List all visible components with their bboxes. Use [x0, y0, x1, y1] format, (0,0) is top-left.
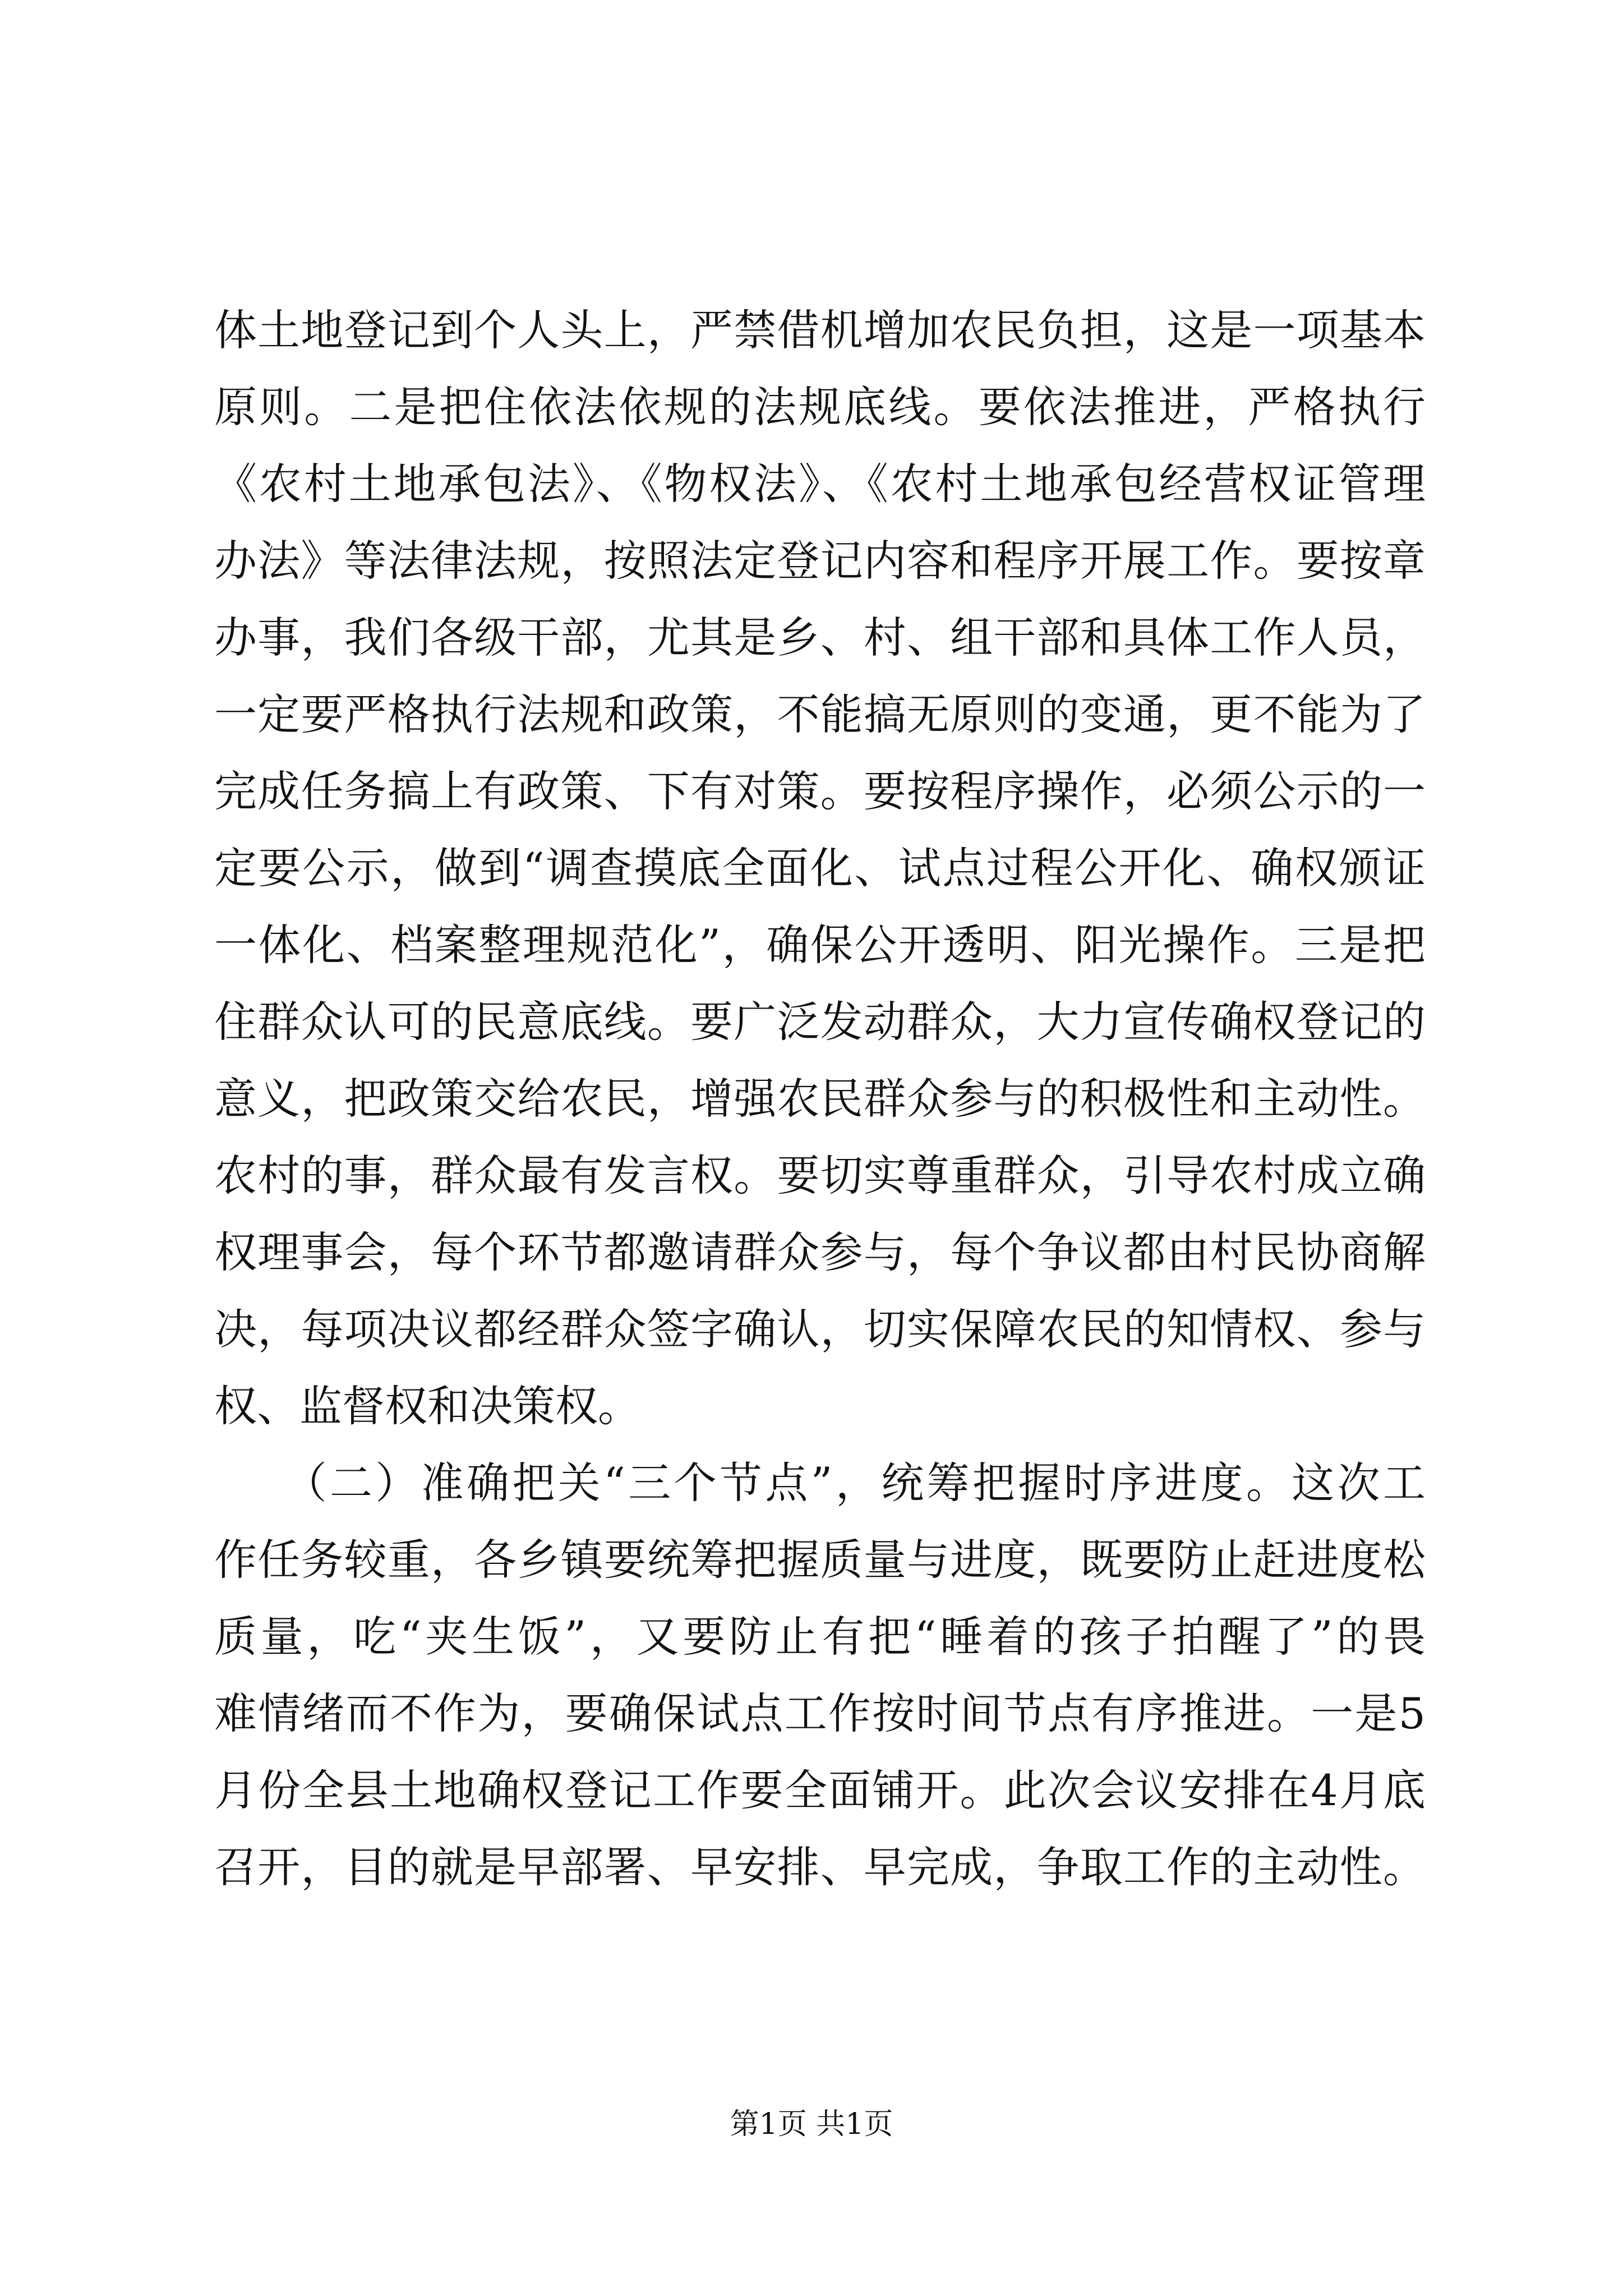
- text-line: 《农村土地承包法》、《物权法》、《农村土地承包经营权证管理: [214, 459, 1426, 509]
- text-line: 作任务较重，各乡镇要统筹把握质量与进度，既要防止赶进度松: [214, 1535, 1426, 1585]
- text-line: 权、监督权和决策权。: [214, 1381, 640, 1431]
- text-line: 原则。二是把住依法依规的法规底线。要依法推进，严格执行: [214, 382, 1426, 432]
- text-line: 体土地登记到个人头上，严禁借机增加农民负担，这是一项基本: [214, 305, 1426, 355]
- text-line: 办法》等法律法规，按照法定登记内容和程序开展工作。要按章: [214, 536, 1426, 586]
- body-text: [214, 292, 1426, 1906]
- text-line: 农村的事，群众最有发言权。要切实尊重群众，引导农村成立确: [214, 1151, 1426, 1200]
- text-line: 难情绪而不作为，要确保试点工作按时间节点有序推进。一是5: [214, 1688, 1426, 1738]
- text-line: 决，每项决议都经群众签字确认，切实保障农民的知情权、参与: [214, 1304, 1426, 1354]
- text-line: 权理事会，每个环节都邀请群众参与，每个争议都由村民协商解: [214, 1227, 1426, 1277]
- text-line: 完成任务搞上有政策、下有对策。要按程序操作，必须公示的一: [214, 766, 1426, 816]
- text-line: 意义，把政策交给农民，增强农民群众参与的积极性和主动性。: [214, 1074, 1426, 1124]
- text-line: 一定要严格执行法规和政策，不能搞无原则的变通，更不能为了: [214, 689, 1426, 739]
- text-line: 召开，目的就是早部署、早安排、早完成，争取工作的主动性。: [214, 1842, 1426, 1892]
- text-line: 质量，吃“夹生饭”，又要防止有把“睡着的孩子拍醒了”的畏: [214, 1612, 1426, 1662]
- text-line: 定要公示，做到“调查摸底全面化、试点过程公开化、确权颁证: [214, 843, 1426, 893]
- text-line: （二）准确把关“三个节点”，统筹把握时序进度。这次工: [214, 1458, 1426, 1508]
- page-footer: 第1页 共1页: [730, 2108, 893, 2141]
- text-line: 一体化、档案整理规范化”，确保公开透明、阳光操作。三是把: [214, 920, 1426, 970]
- text-line: 月份全县土地确权登记工作要全面铺开。此次会议安排在4月底: [214, 1765, 1426, 1815]
- text-line: 住群众认可的民意底线。要广泛发动群众，大力宣传确权登记的: [214, 997, 1426, 1047]
- text-line: 办事，我们各级干部，尤其是乡、村、组干部和具体工作人员，: [214, 613, 1426, 662]
